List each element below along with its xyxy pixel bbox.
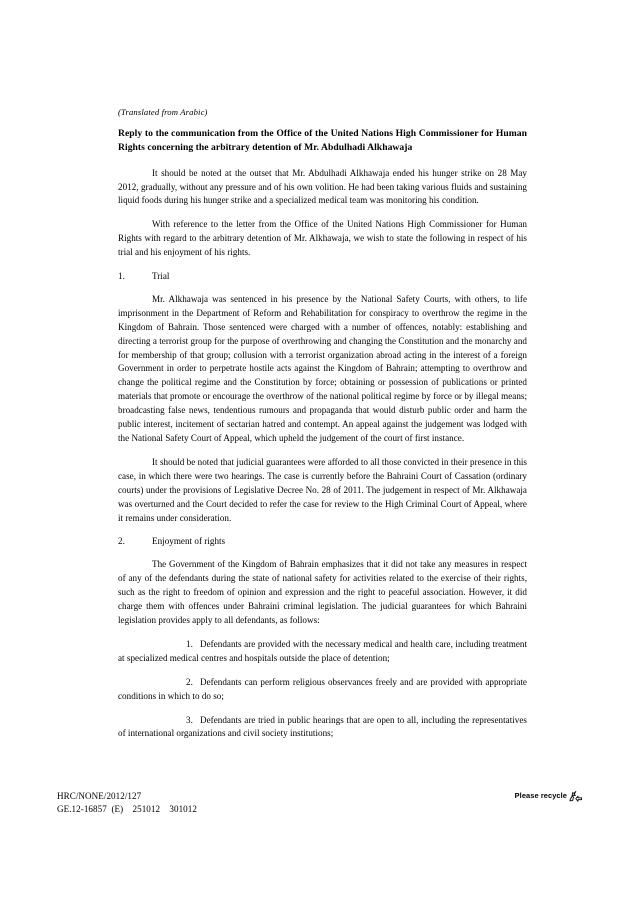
paragraph-rights-1: The Government of the Kingdom of Bahrain emphasizes that it did not take any measures in respect of any of the defendants during the state of national safety for activities related to the exercise of their rights, such as the right to freedom of opinion and expression and the right to peaceful association. However, it did charge them with offences under Bahraini criminal legislation. The judicial guarantees for which Bahraini legislation provides apply to all defendants, as follows: (118, 559, 527, 625)
guarantee-number: 2. (186, 676, 193, 687)
section-label: Trial (152, 271, 170, 282)
guarantee-number: 3. (186, 714, 193, 725)
paragraph-trial-2: It should be noted that judicial guarantees were afforded to all those convicted in their presence in this case, in which there were two hearings. The case is currently before the Bahraini Court of Cassation (ordinary courts) under the provisions of Legislative Decree No. 28 of 2011. The judgement in respect of Mr. Alkhawaja was overturned and the Court decided to refer the case for review to the High Criminal Court of Appeal, where it remains under consideration. (118, 456, 527, 523)
page-title: Reply to the communication from the Office of the United Nations High Commissioner for Human Rights concerning the arbitrary detention of Mr. Abdulhadi Alkhawaja (118, 128, 527, 154)
guarantee-text: Defendants can perform religious observances freely and are provided with appropriate conditions in which to do so; (118, 676, 527, 701)
guarantee-item (118, 676, 527, 704)
job-number: GE.12-16857 (E) 251012 301012 (57, 803, 197, 814)
section-heading-trial (118, 270, 527, 284)
paragraph-trial-1: Mr. Alkhawaja was sentenced in his presence by the National Safety Courts, with others, to life imprisonment in the Department of Reform and Rehabilitation for conspiracy to overthrow the regime in the Kingdom of Bahrain. Those sentenced were charged with a number of offences, notably: establishing and directing a terrorist group for the purpose of overthrowing and changing the Constitution and the monarchy and for membership of that group; collusion with a terrorist organization abroad acting in the interest of a foreign Government in order to perpetrate hostile acts against the Kingdom of Bahrain; attempting to overthrow and change the political regime and the Constitution by force; obtaining or possession of publications or printed materials that promote or encourage the overthrow of the national political regime by force or by illegal means; broadcasting false news, tendentious rumours and propaganda that would disturb public order and harm the public interest, incitement of sectarian hatred and contempt. An appeal against the judgement was lodged with the National Safety Court of Appeal, which upheld the judgement of the court of first instance. (118, 293, 527, 443)
guarantee-text: Defendants are tried in public hearings that are open to all, including the representatives of international organizations and civil society institutions; (118, 714, 527, 739)
guarantee-text: Defendants are provided with the necessary medical and health care, including treatment at specialized medical centres and hospitals outside the place of detention; (118, 638, 527, 663)
recycle-icon (569, 790, 583, 802)
document-symbol: HRC/NONE/2012/127 (57, 791, 142, 801)
paragraph-intro-1: It should be noted at the outset that Mr. Abdulhadi Alkhawaja ended his hunger strike on 28 May 2012, gradually, without any pressure and of his own volition. He had been taking various fluids and sustaining liquid foods during his hunger strike and a specialized medical team was monitoring his condition. (118, 167, 527, 206)
paragraph-intro-2: With reference to the letter from the Office of the United Nations High Commissioner for Human Rights with regard to the arbitrary detention of Mr. Alkhawaja, we wish to state the following in respect of his trial and his enjoyment of his rights. (118, 219, 527, 258)
page-footer (57, 790, 583, 815)
section-label: Enjoyment of rights (152, 536, 226, 547)
translated-from-note: (Translated from Arabic) (118, 107, 208, 117)
section-number: 2. (118, 536, 125, 547)
document-body (118, 106, 527, 751)
please-recycle-label: Please recycle (514, 791, 567, 800)
guarantee-item (118, 714, 527, 742)
section-number: 1. (118, 271, 125, 282)
guarantee-number: 1. (186, 638, 193, 649)
please-recycle-mark (515, 790, 583, 802)
section-heading-enjoyment-of-rights (118, 535, 527, 549)
guarantee-item (118, 638, 527, 666)
